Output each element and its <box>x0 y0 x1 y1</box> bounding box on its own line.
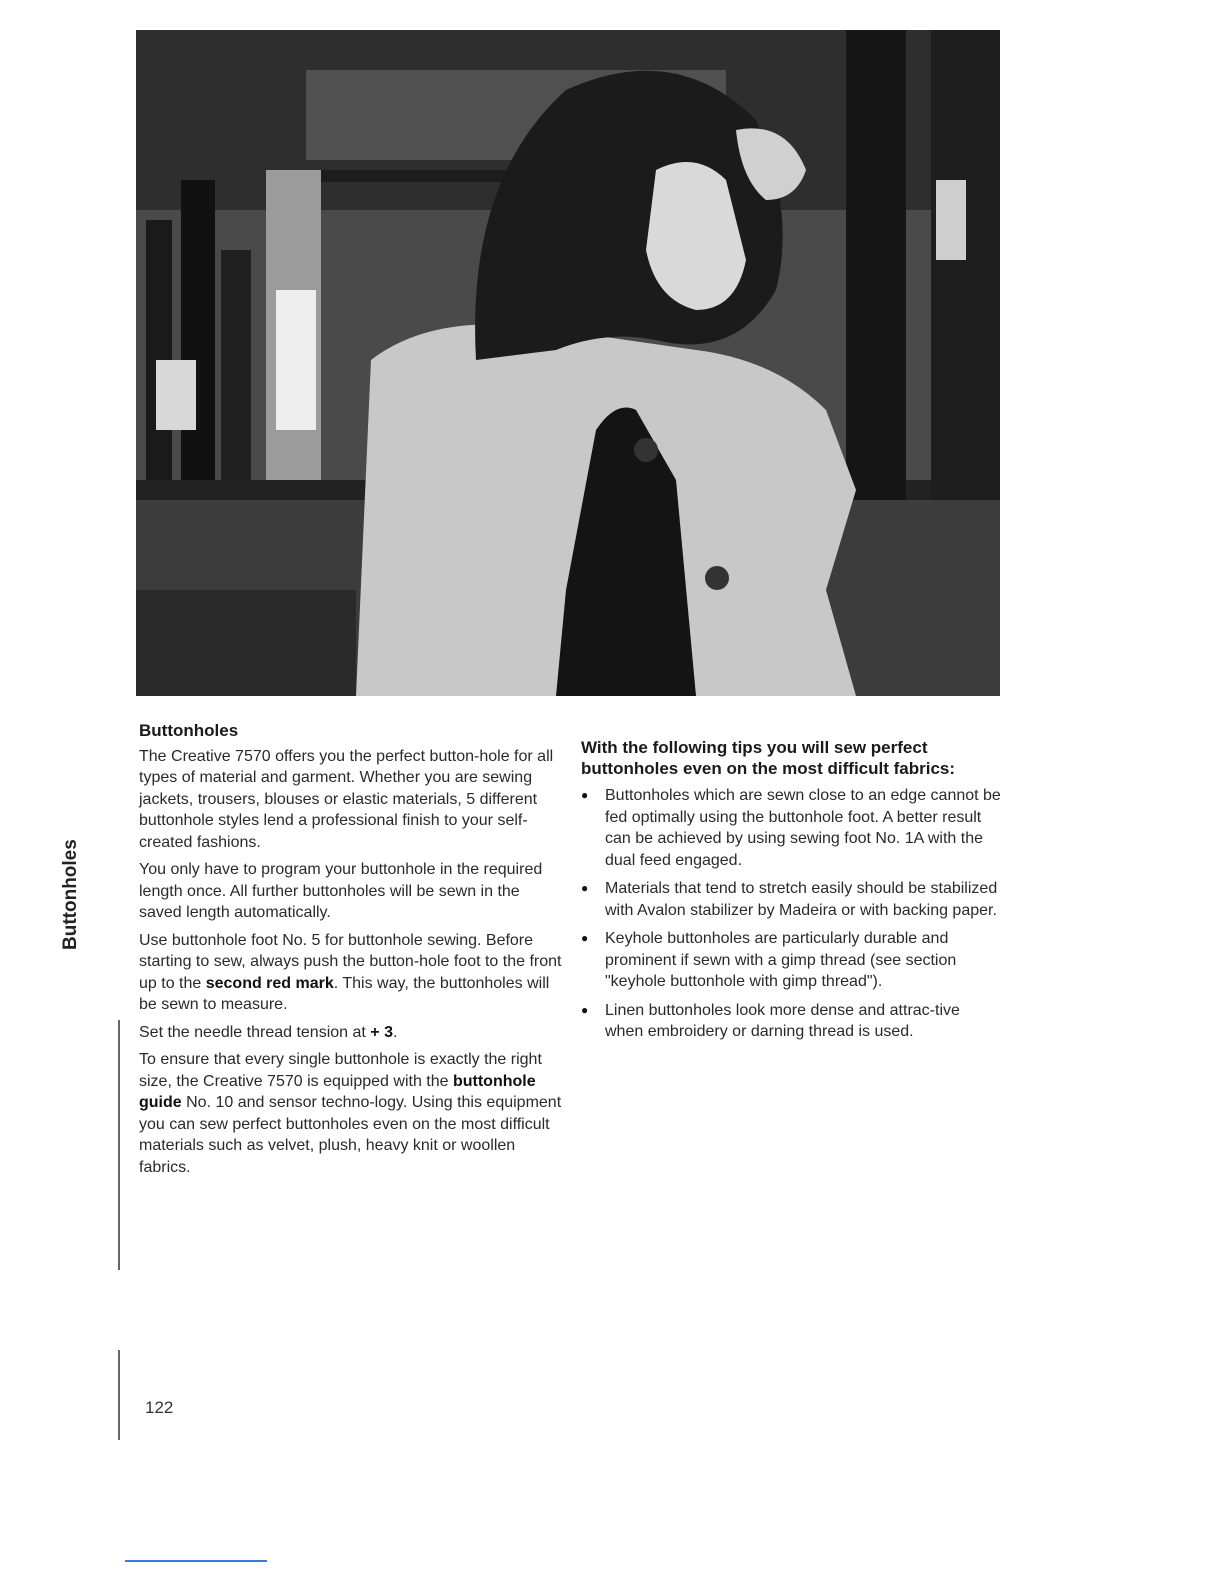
list-item: ● Buttonholes which are sewn close to an edge cannot be fed optimally using the buttonhole foot. A better result can be achieved by using sewing foot No. 1A with the dual feed engaged. <box>581 785 1001 871</box>
tips-heading: With the following tips you will sew perfect buttonholes even on the most difficult fabrics: <box>581 738 956 778</box>
photo-woman-jacket <box>136 30 1000 696</box>
foot-text-bold: second red mark <box>205 974 334 992</box>
foot-paragraph <box>139 930 564 1016</box>
margin-rule <box>118 1020 120 1270</box>
left-column <box>139 720 564 1184</box>
foot-text-a: Use buttonhole foot No. 5 for buttonhole sewing. Before starting to sew, always push the button-hole foot to the front up to the <box>139 931 562 992</box>
tension-paragraph <box>139 1022 564 1044</box>
tension-text-c: . <box>392 1023 398 1041</box>
guide-paragraph <box>139 1049 564 1178</box>
tips-list <box>581 785 1001 1043</box>
side-tab-label: Buttonholes <box>60 839 81 950</box>
section-heading: Buttonholes <box>139 721 239 740</box>
photo-illustration <box>136 30 1000 696</box>
list-item: ● Materials that tend to stretch easily should be stabilized with Avalon stabilizer by Madeira or with backing paper. <box>581 878 1001 921</box>
tension-text-a: Set the needle thread tension at <box>139 1023 371 1041</box>
margin-rule <box>118 1350 120 1440</box>
list-item: ● Linen buttonholes look more dense and attrac-tive when embroidery or darning thread is used. <box>581 1000 1001 1043</box>
list-item: ● Keyhole buttonholes are particularly durable and prominent if sewn with a gimp thread (see section "keyhole buttonhole with gimp thread"). <box>581 928 1001 993</box>
intro-paragraph: The Creative 7570 offers you the perfect button-hole for all types of material and garment. Whether you are sewing jackets, trousers, blouses or elastic materials, 5 different buttonhole styles lend a professional finish to your self-created fashions. <box>139 747 554 851</box>
bottom-rule <box>125 1560 267 1562</box>
guide-text-bold: buttonhole guide <box>139 1072 536 1111</box>
right-column <box>581 737 1001 1050</box>
guide-text-c: No. 10 and sensor techno-logy. Using this equipment you can sew perfect buttonholes even on the most difficult materials such as velvet, plush, heavy knit or woollen fabrics. <box>139 1094 562 1176</box>
length-paragraph: You only have to program your buttonhole in the required length once. All further buttonholes will be sewn in the saved length automatically. <box>139 861 543 921</box>
tension-text-bold: + 3 <box>370 1023 393 1041</box>
page-number: 122 <box>145 1398 174 1417</box>
guide-text-a: To ensure that every single buttonhole is exactly the right size, the Creative 7570 is equipped with the <box>139 1051 542 1090</box>
foot-text-c: . This way, the buttonholes will be sewn to measure. <box>139 974 550 1013</box>
